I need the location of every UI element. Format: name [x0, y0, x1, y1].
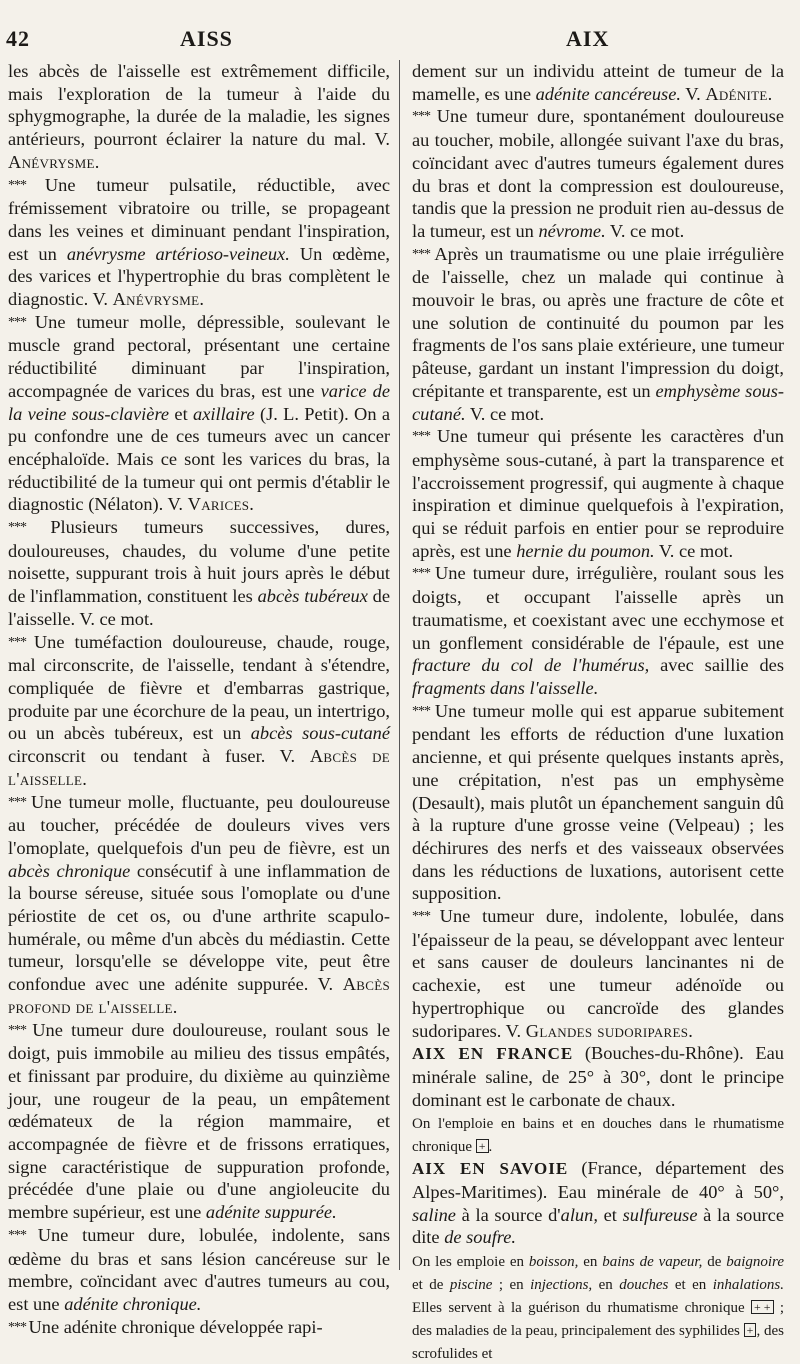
paragraph: [412, 60, 784, 105]
text-run: de: [702, 1254, 727, 1271]
paragraph: [412, 1042, 784, 1111]
text-run: Anévrysme.: [8, 151, 100, 172]
paragraph: [8, 791, 390, 1019]
text-run: Glandes sudoripares.: [525, 1020, 694, 1041]
text-run: (J. L. Petit). On a pu confondre une de ces tumeurs avec un cancer encéphaloïde. Mais ce sont les varices du bras, la réductibilité de la tumeur qui ont permis d'établir le diagnostic (Nélaton). V.: [8, 403, 390, 515]
text-run: piscine: [449, 1277, 493, 1294]
text-run: Adénite.: [705, 83, 773, 104]
page-number: 42: [6, 26, 30, 51]
paragraph: [412, 425, 784, 562]
text-run: Une adénite chronique développée rapi-: [28, 1316, 323, 1337]
text-run: V.: [680, 83, 706, 104]
text-run: Abcès de l'aisselle.: [8, 746, 390, 789]
text-run: Une tumeur pulsatile, réductible, avec frémissement vibratoire ou trille, se propageant dans les veines et diminuant pendant l'inspiration, est un: [8, 174, 391, 264]
text-run: abcès sous-cutané: [250, 723, 390, 744]
paragraph: [412, 1249, 784, 1364]
paragraph: [412, 1157, 784, 1249]
text-run: Une tumeur dure, indolente, lobulée, dans l'épaisseur de la peau, se développant avec lenteur et sans causer de douleurs lancinantes ni de cachexie, est une tumeur adénoïde ou hypertrophique ou cancroïde des glandes sudoripares. V.: [412, 906, 784, 1041]
paragraph: [412, 105, 784, 242]
text-run: et: [169, 403, 193, 424]
text-run: saline: [412, 1204, 456, 1225]
text-run: anévrysme artérioso-veineux.: [66, 243, 290, 264]
asterism-icon: ***: [8, 1022, 33, 1038]
boxed-cross-symbol: + +: [751, 1300, 774, 1314]
boxed-cross-symbol: +: [476, 1139, 489, 1153]
text-run: Une tumeur molle, fluctuante, peu douloureuse au toucher, précédée de douleurs vives vers l'omoplate, quelquefois d'un peu de fièvre, est un: [8, 791, 391, 858]
paragraph: [8, 631, 390, 791]
asterism-icon: ***: [412, 566, 435, 582]
text-run: Une tumeur qui présente les caractères d'un emphysème sous-cutané, à part la transparence et l'accroissement progressif, qui augmente à chaque inspiration et diminue quelquefois à l'expiration, qui se réduit parfois en entier pour se reproduire après, est une: [412, 426, 785, 561]
text-run: ; des maladies de la peau, principalement des syphilides: [412, 1300, 785, 1340]
text-run: et: [597, 1204, 623, 1225]
asterism-icon: ***: [412, 109, 437, 125]
text-run: V. ce mot.: [465, 403, 545, 424]
asterism-icon: ***: [8, 314, 35, 330]
asterism-icon: ***: [8, 177, 45, 193]
text-run: Une tumeur molle qui est apparue subitement pendant les efforts de réduction d'une luxation ancienne, et qui présente quelques instants après, une crépitation, n'est pas un emphysème (Desault), mais plutôt un épanchement sanguin dû à la rupture d'une grosse veine (Velpeau) ; les déchirures des nerfs et des vaisseaux observées dans les réductions de luxations, autorisent cette supposition.: [412, 700, 785, 904]
left-column: [8, 60, 390, 1339]
text-run: (Bouches-du-Rhône). Eau minérale saline, de 25° à 30°, dont le principe dominant est le carbonate de chaux.: [412, 1043, 784, 1110]
text-run: Abcès profond de l'aisselle.: [8, 974, 390, 1017]
text-run: .: [488, 1139, 493, 1156]
text-run: de l'aisselle. V. ce mot.: [8, 586, 390, 629]
text-run: en: [592, 1277, 620, 1294]
text-run: bains de vapeur,: [602, 1254, 703, 1271]
text-run: On les emploie en: [412, 1254, 529, 1271]
asterism-icon: ***: [8, 634, 34, 650]
text-run: Elles servent à la guérison du rhumatisme chronique: [412, 1300, 751, 1317]
paragraph: [412, 243, 784, 426]
text-run: consécutif à une inflammation de la bourse séreuse, située sous l'omoplate ou d'une périostite de cet os, ou d'une arthrite scapulo-humérale, ou même d'un abcès du médiastin. Cette tumeur, lorsqu'elle se développe vite, peut être confondue avec une adénite suppurée. V.: [8, 860, 390, 995]
asterism-icon: ***: [8, 520, 51, 536]
text-run: AIX EN FRANCE: [412, 1044, 574, 1064]
text-run: dement sur un individu atteint de tumeur de la mamelle, es une: [412, 61, 784, 104]
right-column: [412, 60, 784, 1364]
text-run: Un œdème, des varices et l'hypertrophie du bras complètent le diagnostic. V.: [8, 243, 391, 310]
text-run: abcès chronique: [8, 860, 131, 881]
asterism-icon: ***: [412, 429, 438, 445]
text-run: sulfureuse: [622, 1204, 698, 1225]
text-run: Après un traumatisme ou une plaie irrégulière de l'aisselle, chez un malade qui continue à mouvoir le bras, ou après une fracture de côte et une solution de continuité du poumon par les fragments de l'os sans plaie extérieure, une tumeur pâteuse, gardant un instant l'impression du doigt, crépitante et transparente, est un: [412, 243, 785, 401]
text-run: fragments dans l'aisselle.: [412, 677, 599, 698]
text-run: les abcès de l'aisselle est extrêmement difficile, mais l'exploration de la tumeur à l'aide du sphygmographe, la durée de la maladie, les signes antérieurs, pourront éclairer la nature du mal. V.: [8, 61, 390, 150]
text-run: fracture du col de l'humérus,: [412, 655, 650, 676]
text-run: Anévrysme.: [112, 289, 205, 310]
paragraph: [8, 516, 390, 631]
text-run: On l'emploie en bains et en douches dans le rhumatisme chronique: [412, 1116, 784, 1156]
header-right-title: AIX: [566, 26, 610, 51]
text-run: inhalations.: [712, 1277, 784, 1294]
text-run: à la source d': [455, 1204, 561, 1225]
text-run: hernie du poumon.: [516, 540, 655, 561]
paragraph: [8, 174, 390, 311]
text-run: avec saillie des: [649, 655, 784, 676]
column-divider: [399, 60, 400, 1270]
text-run: Une tumeur dure douloureuse, roulant sous le doigt, puis immobile au milieu des tissus empâtés, et finissant par produire, du dixième au quinzième jour, une rougeur de la peau, un empâtement œdémateux de la région mammaire, et accompagnée de fièvre et de frissons erratiques, signe caractéristique de suppuration profonde, précédée d'une plaie ou d'une angioleucite du membre supérieur, est une: [8, 1019, 390, 1223]
text-run: adénite cancéreuse.: [535, 83, 681, 104]
text-run: à la source dite: [412, 1204, 784, 1248]
text-run: varice de la veine sous-clavière: [8, 380, 390, 424]
text-run: en: [578, 1254, 603, 1271]
asterism-icon: ***: [412, 909, 440, 925]
asterism-icon: ***: [412, 703, 435, 719]
text-run: Une tuméfaction douloureuse, chaude, rouge, mal circonscrite, de l'aisselle, tendant à s'étendre, compliquée de fièvre et d'embarras gastrique, produite par une écorchure de la peau, un intertrigo, ou un abcès tubéreux, est un: [8, 631, 390, 744]
asterism-icon: ***: [412, 246, 435, 262]
text-run: adénite suppurée.: [205, 1202, 337, 1223]
paragraph: [412, 1111, 784, 1157]
asterism-icon: ***: [8, 1227, 38, 1243]
text-run: Une tumeur molle, dépressible, soulevant le muscle grand pectoral, présentant une certaine réductibilité diminuant par l'inspiration, accompagnée de varices du bras, est une: [8, 311, 390, 401]
text-run: Varices.: [187, 494, 255, 515]
text-run: Une tumeur dure, spontanément douloureuse au toucher, mobile, allongée suivant l'axe du bras, coïncidant avec d'autres tumeurs également dures du bras et dont la compression est douloureuse, tandis que la pression ne produit rien au-dessus de la tumeur, est un: [412, 106, 784, 241]
boxed-cross-symbol: +: [744, 1323, 757, 1337]
text-run: abcès tubéreux: [257, 586, 368, 607]
text-run: ; en: [492, 1277, 531, 1294]
paragraph: [412, 562, 784, 699]
text-run: douches: [619, 1277, 669, 1294]
text-run: circonscrit ou tendant à fuser. V.: [8, 746, 310, 767]
text-run: baignoire: [726, 1254, 784, 1271]
text-run: V. ce mot.: [605, 220, 685, 241]
text-run: V. ce mot.: [654, 540, 734, 561]
paragraph: [8, 60, 390, 174]
text-run: et de: [412, 1277, 450, 1294]
text-run: (France, département des Alpes-Maritimes). Eau minérale de 40° à 50°,: [412, 1158, 784, 1203]
text-run: Plusieurs tumeurs successives, dures, douloureuses, chaudes, du volume d'une petite noisette, suppurant trois à huit jours après le début de l'inflammation, constituent les: [8, 517, 391, 607]
paragraph: [8, 1019, 390, 1224]
text-run: Une tumeur dure, lobulée, indolente, sans œdème du bras et sans lésion cancéreuse sur le membre, coïncidant avec d'autres tumeurs au cou, est une: [8, 1224, 390, 1314]
text-run: boisson,: [528, 1254, 579, 1271]
text-run: alun,: [560, 1204, 598, 1225]
paragraph: [412, 700, 784, 905]
text-run: axillaire: [193, 403, 255, 424]
paragraph: [412, 905, 784, 1042]
text-run: adénite chronique.: [64, 1293, 202, 1314]
text-run: et en: [668, 1277, 713, 1294]
paragraph: [8, 1224, 390, 1316]
text-run: injections,: [530, 1277, 593, 1294]
paragraph: [8, 311, 390, 516]
asterism-icon: ***: [8, 794, 31, 810]
text-run: névrome.: [538, 220, 606, 241]
header-left-title: AISS: [180, 26, 233, 51]
running-header: [0, 26, 800, 56]
text-run: Une tumeur dure, irrégulière, roulant sous les doigts, et occupant l'aisselle après un traumatisme, et coexistant avec une ecchymose et un gonflement considérable de l'épaule, est une: [412, 563, 784, 653]
text-run: emphysème sous-cutané.: [412, 380, 784, 424]
text-run: de soufre.: [444, 1227, 517, 1248]
text-run: , des scrofulides et: [412, 1323, 784, 1363]
paragraph: [8, 1316, 390, 1340]
asterism-icon: ***: [8, 1319, 29, 1335]
text-run: AIX EN SAVOIE: [412, 1159, 569, 1179]
